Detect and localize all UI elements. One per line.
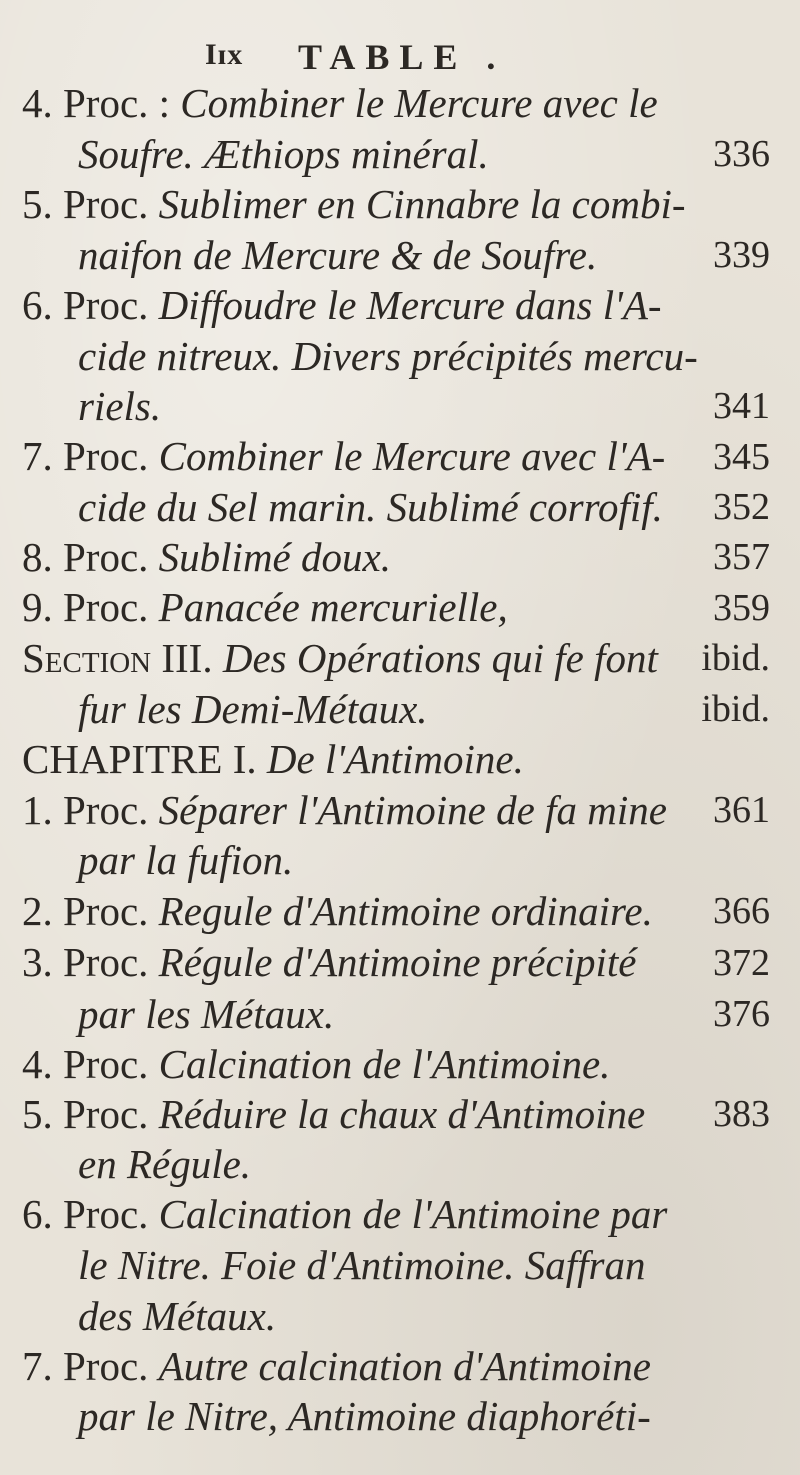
entry-label: 2. Proc. <box>22 888 159 934</box>
page-number: 376 <box>713 993 770 1035</box>
entry-label: 8. Proc. <box>22 534 159 580</box>
toc-entry-line <box>22 581 508 633</box>
page-number: 383 <box>713 1093 770 1135</box>
toc-entry-continuation <box>78 330 698 382</box>
entry-title: De l'Antimoine. <box>266 736 524 782</box>
entry-title: par la fufion. <box>78 837 294 883</box>
entry-title: cide du Sel marin. Sublimé corrofif. <box>78 484 663 530</box>
entry-title: Réduire la chaux d'Antimoine <box>158 1091 646 1137</box>
entry-label: 9. Proc. <box>22 584 159 630</box>
toc-entry-continuation <box>78 834 293 886</box>
toc-entry-line <box>22 784 667 836</box>
toc-entry-line <box>22 531 391 583</box>
entry-title: Regule d'Antimoine ordinaire. <box>158 888 653 934</box>
entry-label: 6. Proc. <box>22 1191 159 1237</box>
entry-title: fur les Demi-Métaux. <box>78 686 428 732</box>
entry-title: cide nitreux. Divers précipités mercu- <box>78 333 698 379</box>
toc-entry-continuation <box>78 1138 251 1190</box>
entry-title: Sublimé doux. <box>158 534 391 580</box>
entry-title: Séparer l'Antimoine de fa mine <box>158 787 667 833</box>
page-number: 372 <box>713 942 770 984</box>
entry-title: Combiner le Mercure avec l'A- <box>158 433 666 479</box>
toc-entry-continuation <box>78 229 597 281</box>
entry-label: CHAPITRE I. <box>22 736 267 782</box>
toc-entry-line <box>22 733 524 785</box>
entry-title: Soufre. Æthiops minéral. <box>78 131 489 177</box>
page-number: ibid. <box>701 688 770 730</box>
entry-label: 1. Proc. <box>22 787 159 833</box>
toc-entry-continuation <box>78 481 663 533</box>
section-label: Section <box>22 635 152 681</box>
entry-label: 5. Proc. <box>22 1091 159 1137</box>
toc-entry-continuation <box>78 380 161 432</box>
entry-label: 3. Proc. <box>22 939 159 985</box>
toc-entry-continuation <box>78 1239 646 1291</box>
entry-title: par le Nitre, Antimoine diaphoréti- <box>78 1393 651 1439</box>
toc-entry-line <box>22 1188 667 1240</box>
entry-label: 7. Proc. <box>22 433 159 479</box>
page-number: 336 <box>713 133 770 175</box>
page-number: 345 <box>713 436 770 478</box>
page-number: 339 <box>713 234 770 276</box>
page-number: 359 <box>713 587 770 629</box>
entry-label: 7. Proc. <box>22 1343 159 1389</box>
entry-title: le Nitre. Foie d'Antimoine. Saffran <box>78 1242 646 1288</box>
entry-title: Diffoudre le Mercure dans l'A- <box>158 282 662 328</box>
toc-entry-line <box>22 279 662 331</box>
toc-entry-line <box>22 1340 651 1392</box>
entry-title: en Régule. <box>78 1141 252 1187</box>
page-number: 361 <box>713 789 770 831</box>
page-number: 341 <box>713 385 770 427</box>
page-number: 357 <box>713 536 770 578</box>
toc-entry-line <box>22 936 637 988</box>
entry-title: riels. <box>78 383 162 429</box>
entry-title: des Métaux. <box>78 1293 277 1339</box>
entry-label: 6. Proc. <box>22 282 159 328</box>
entry-title: naifon de Mercure & de Soufre. <box>78 232 598 278</box>
toc-entry-continuation <box>78 988 334 1040</box>
entry-title: Panacée mercurielle, <box>158 584 508 630</box>
entry-title: Calcination de l'Antimoine. <box>158 1041 611 1087</box>
running-title: TABLE . <box>298 37 506 77</box>
entry-title: Combiner le Mercure avec le <box>180 80 658 126</box>
entry-label: 4. Proc. : <box>22 80 181 126</box>
page-number: ibid. <box>701 637 770 679</box>
entry-title: Des Opérations qui fe font <box>222 635 658 681</box>
toc-entry-line <box>22 885 653 937</box>
toc-entry-line <box>22 430 665 482</box>
toc-entry-continuation <box>78 683 428 735</box>
signature-mark: Iɪx <box>205 38 244 71</box>
page-header <box>0 30 800 76</box>
page-number: 366 <box>713 890 770 932</box>
page-number: 352 <box>713 486 770 528</box>
toc-entry-continuation <box>78 1290 276 1342</box>
entry-title: Sublimer en Cinnabre la combi- <box>158 181 686 227</box>
toc-entry-line <box>22 1088 645 1140</box>
entry-title: Calcination de l'Antimoine par <box>158 1191 668 1237</box>
entry-label: 5. Proc. <box>22 181 159 227</box>
toc-entry-line <box>22 178 686 230</box>
toc-entry-line <box>22 1038 610 1090</box>
entry-title: par les Métaux. <box>78 991 335 1037</box>
entry-title: Régule d'Antimoine précipité <box>158 939 637 985</box>
toc-entry-continuation <box>78 1390 651 1442</box>
entry-label: III. <box>151 635 223 681</box>
toc-entry-line <box>22 632 658 684</box>
entry-label: 4. Proc. <box>22 1041 159 1087</box>
entry-title: Autre calcination d'Antimoine <box>158 1343 651 1389</box>
toc-entry-line <box>22 77 658 129</box>
toc-entry-continuation <box>78 128 489 180</box>
